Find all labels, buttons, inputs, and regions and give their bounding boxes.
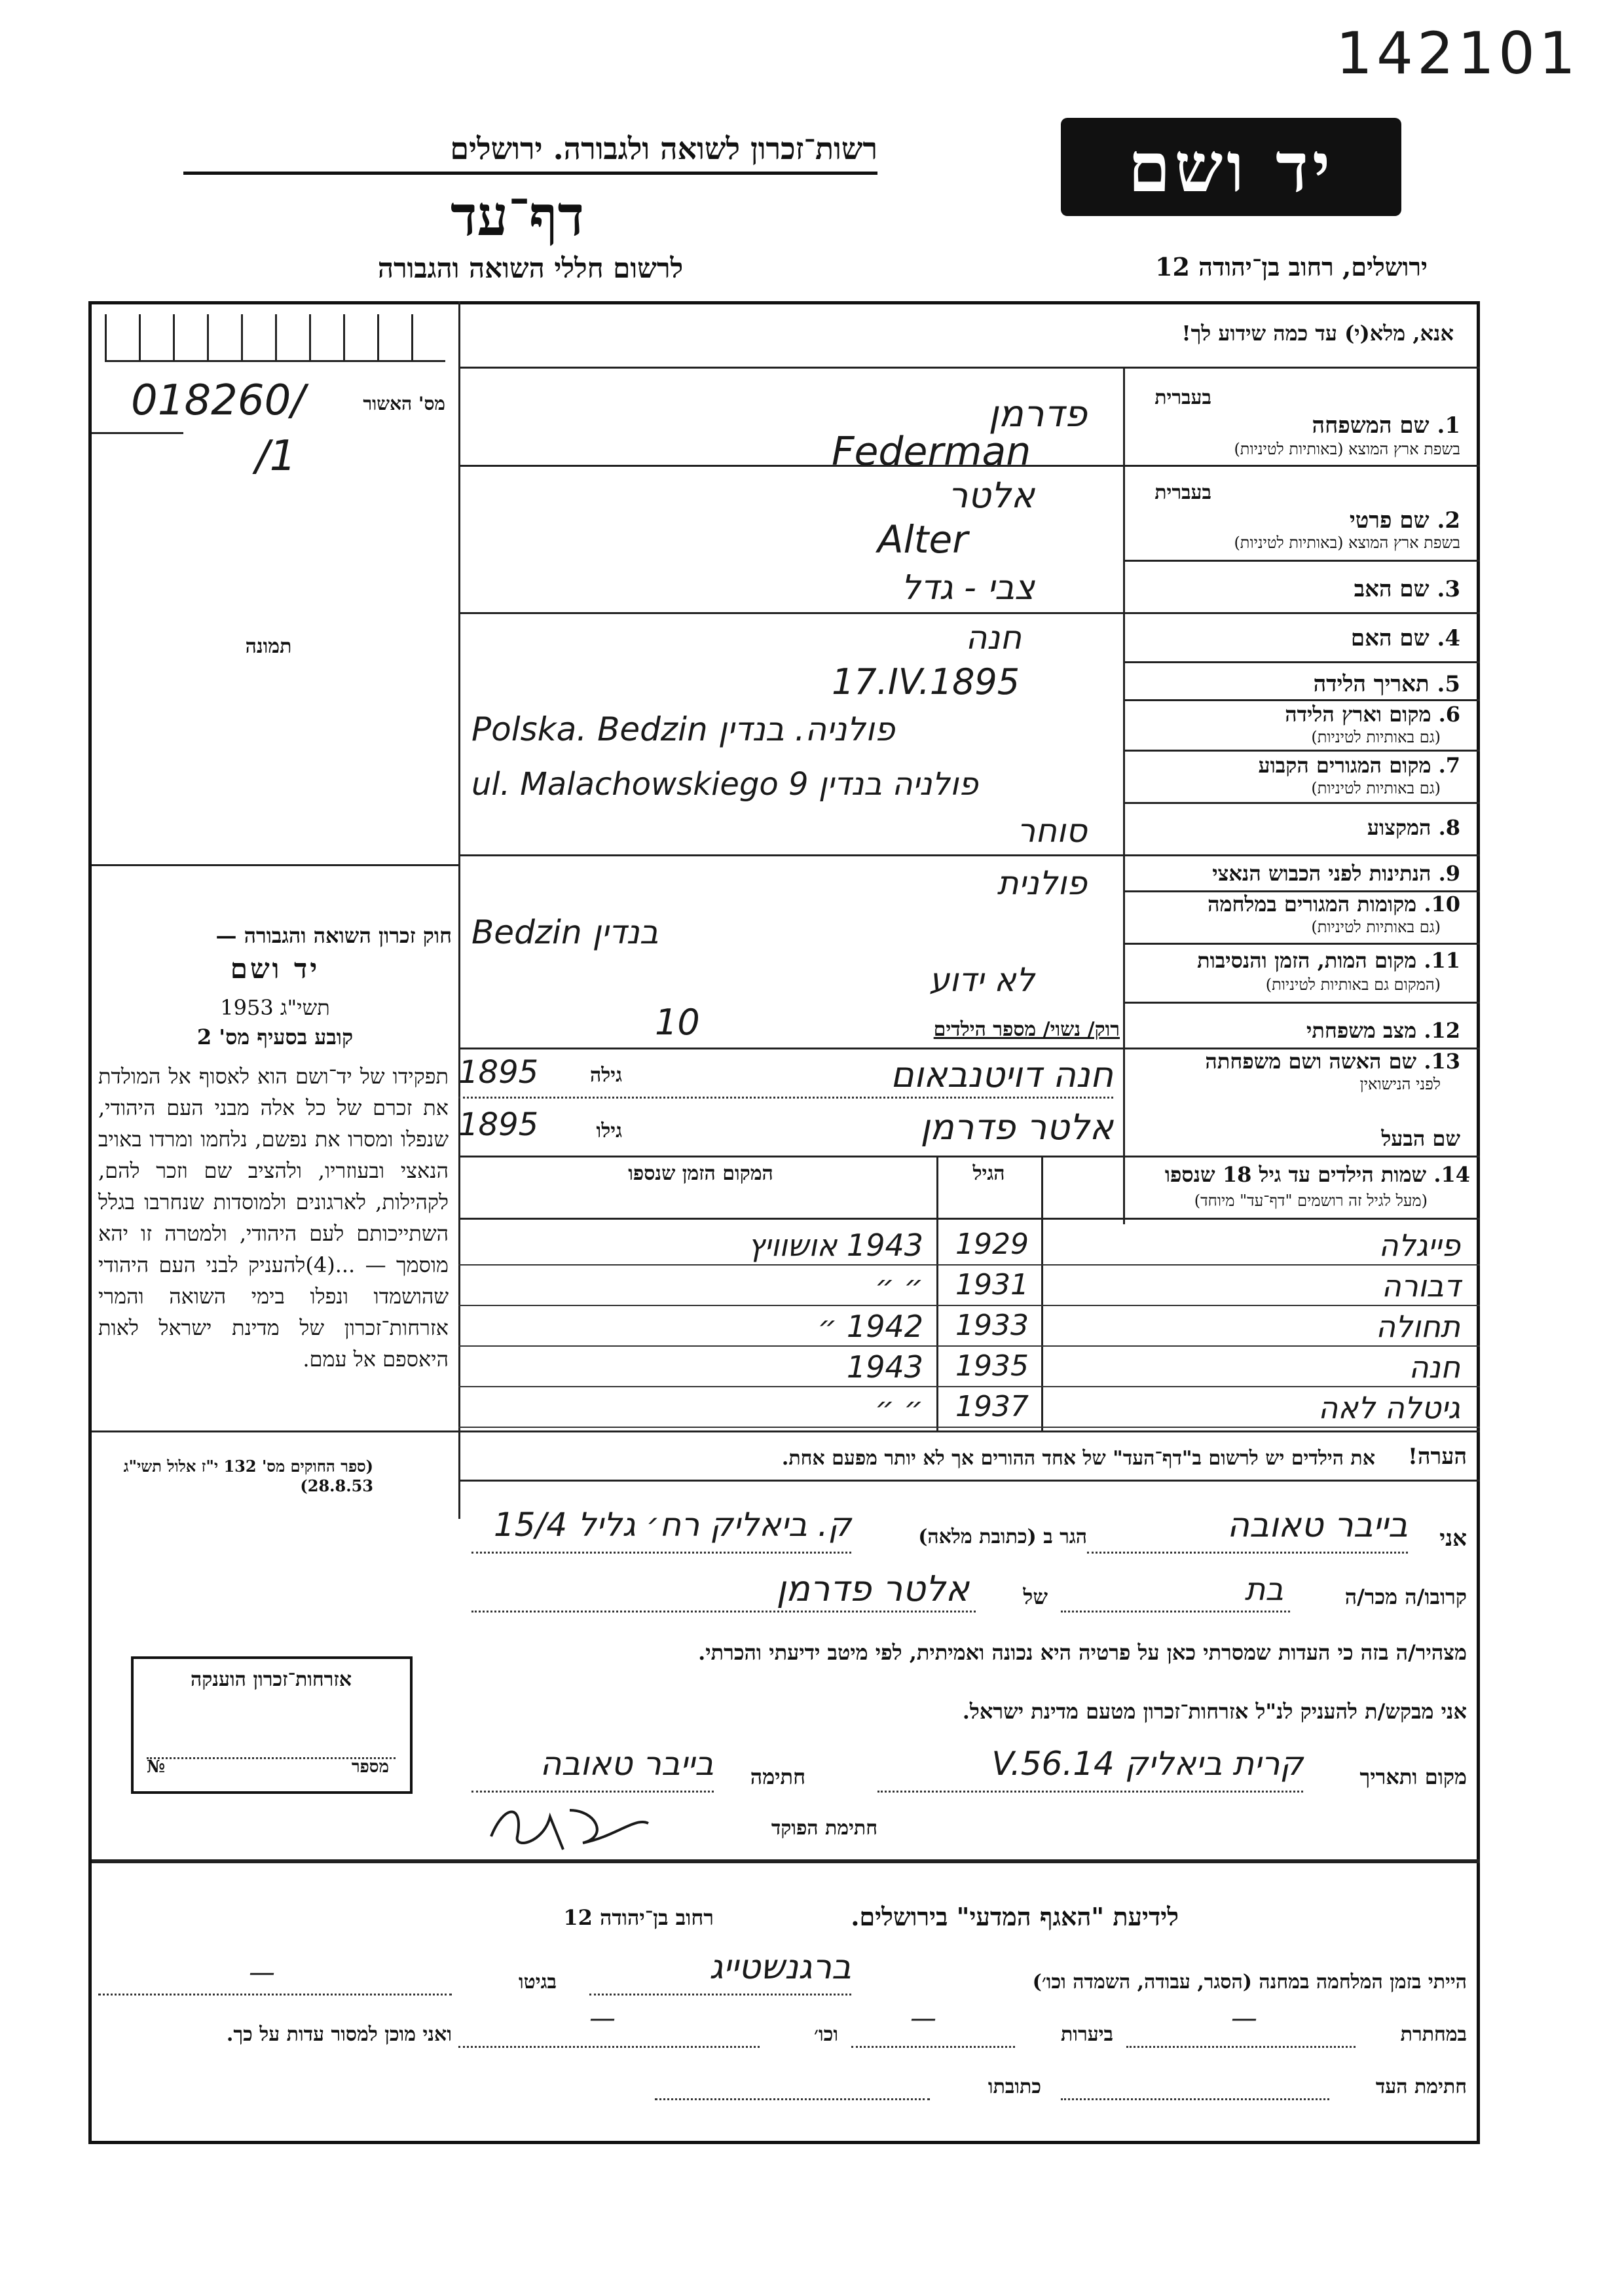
footer-underground-label: במחתרת (1400, 2023, 1467, 2046)
field-7-sub: (גם באותיות לטיניות) (1311, 779, 1441, 797)
field-9-value: פולנית (997, 864, 1087, 902)
marital-options: רוק/ נשוי/ מספר הילדים (933, 1018, 1120, 1041)
footer-ready-label: ואני מוכן למסור עדות על כך. (226, 2023, 452, 2046)
wife-age-value: 1895 (458, 1054, 539, 1091)
field-1-value-he: פדרמן (988, 393, 1087, 435)
field-2-name: שם פרטי (1349, 507, 1430, 534)
instruction: אנא, מלא(י) עד כמה שידוע לך! (1181, 321, 1454, 346)
field-12-label: 12. מצב משפחתי (1306, 1018, 1460, 1043)
field-8-label: 8. המקצוע (1367, 815, 1460, 840)
field-2-value-he: אלטר (948, 475, 1035, 516)
field-11-sub: (המקום גם באותיות לטיניות) (1265, 975, 1441, 994)
law-clause: קובע בסעיף מס' 2 (196, 1025, 354, 1049)
child-age: 1935 (955, 1349, 1029, 1383)
note-label: הערה! (1408, 1444, 1467, 1470)
field-8-value: סוחר (1017, 812, 1087, 850)
field-4-value: חנה (965, 619, 1022, 657)
header-address: ירושלים, רחוב בן־יהודה 12 (1155, 252, 1428, 282)
law-text: תפקידו של יד־ושם הוא לאסוף אל המולדת את זכרם של כל אלה מבני העם היהודי, שנפלו ומסרו את נפשם, נלחמו ומרדו באויב הנאצי ובעוזריו, ולהציב שם וזכר להם, לקהילות, לארגונים ולמוסדות שנחרבו בגלל השתייכותם לעם היהודי, ולמטרה זו יהא מוסמך — ...(4)להעניק לבני העם היהודי שהושמדו ונפלו בימי השואה והמרי אזרחות־זכרון של מדינת ישראל לאות היאספם אל עמם. (98, 1064, 449, 1372)
field-10-value: Bedzin בנדין (471, 913, 659, 951)
children-sub: (מעל לגיל זה רושמים "דף־עד" מיוחד) (1194, 1192, 1428, 1210)
footer-to-label: לידיעת "האגף המדעי" בירושלים. (851, 1902, 1179, 1931)
field-13-label: 13. שם האשה ושם משפחתה (1205, 1049, 1460, 1074)
in-hebrew-label-1: בעברית (1154, 386, 1211, 409)
footer-camp-label: הייתי בזמן המלחמה במחנה (הסגר, עבודה, השמדה וכו׳) (1032, 1971, 1467, 1994)
in-hebrew-label-2: בעברית (1154, 481, 1211, 504)
declarant-of-label: של (1023, 1584, 1048, 1609)
child-place: 1943 (846, 1349, 923, 1385)
declarant-i-label: אני (1439, 1525, 1467, 1552)
footer-witness-sig-label: חתימת העד (1375, 2075, 1467, 2098)
child-row-line (458, 1264, 1480, 1266)
husband-label: שם הבעל (1381, 1126, 1460, 1151)
field-9-label: 9. הנתינות לפני הכבוש הנאצי (1212, 861, 1460, 886)
photo-label: תמונה (245, 635, 292, 658)
child-row-line (458, 1427, 1480, 1428)
child-name: פייגלה (1378, 1228, 1460, 1263)
archive-number: 142101 (1336, 20, 1579, 87)
officer-signature (485, 1797, 655, 1856)
declarant-lives-value: ק. ביאליק רח׳ גליל 15/4 (493, 1506, 851, 1544)
footer-underground-value: — (1231, 2003, 1257, 2033)
footer-etc-label: וכו׳ (814, 2023, 838, 2046)
child-age: 1931 (955, 1268, 1029, 1302)
field-2-sub: בשפת ארץ המוצא (באותיות לטיניות) (1234, 534, 1460, 552)
field-1-value-latin: Federman (832, 429, 1031, 475)
place-date-label: מקום ותאריך (1359, 1764, 1467, 1789)
footer-ghetto-label: בגיטו (518, 1971, 557, 1994)
form-title: דף־עד (450, 183, 584, 248)
citizenship-request: אני מבקש/ת להעניק לנ"ל אזרחות־זכרון מטעם מדינת ישראל. (962, 1699, 1467, 1724)
husband-age-value: 1895 (458, 1106, 539, 1143)
signature-value: בייבר טאובה (540, 1745, 714, 1783)
field-2-value-latin: Alter (877, 517, 969, 562)
footer-to-address: רחוב בן־יהודה 12 (563, 1905, 714, 1930)
approval-value: 018260/ (131, 376, 305, 425)
husband-value: אלטר פדרמן (920, 1106, 1113, 1148)
field-4-label: 4. שם האם (1350, 625, 1460, 651)
child-row-line (458, 1386, 1480, 1387)
citizenship-number-sign: № (147, 1757, 166, 1777)
field-2-num: 2. (1437, 507, 1460, 534)
note-text: את הילדים יש לרשום ב"דף־העד" של אחד ההורים אך לא יותר מפעם אחת. (781, 1447, 1375, 1470)
child-age: 1929 (955, 1228, 1029, 1261)
approval-label: מס' האשור (363, 393, 445, 414)
law-title: חוק זכרון השואה והגבורה — (215, 923, 452, 948)
wife-age-label: גילה (589, 1064, 622, 1087)
child-age: 1937 (955, 1390, 1029, 1423)
field-2-label (1133, 507, 1460, 534)
children-place-col: המקום הזמן שנספו (628, 1162, 773, 1185)
child-name: תחולה (1375, 1309, 1460, 1344)
child-age: 1933 (955, 1309, 1029, 1342)
child-row-line (458, 1345, 1480, 1347)
footer-address-label: כתובתו (987, 2075, 1041, 2098)
citizenship-box (131, 1656, 413, 1794)
children-count: 10 (655, 1002, 700, 1043)
declarant-relative-label: קרובו/ה מכר/ה (1344, 1584, 1467, 1609)
field-1-num: 1. (1437, 412, 1460, 439)
logo-text: יד ושם (1128, 126, 1335, 208)
declarant-lives-label: הגר ב (כתובת מלאה) (918, 1525, 1087, 1548)
form-subtitle: לרשום חללי השואה והגבורה (377, 252, 684, 284)
field-3-value: צבי - גדל (901, 568, 1035, 608)
citizenship-number-label: מספר (351, 1757, 389, 1777)
place-date-value: קרית ביאליק 14.V.56 (991, 1745, 1303, 1783)
footer-forests-value: — (910, 2003, 936, 2033)
code-boxes (105, 314, 445, 362)
field-11-label: 11. מקום המות, הזמן והנסיבות (1197, 948, 1460, 973)
field-7-label: 7. מקום המגורים הקבוע (1258, 753, 1460, 778)
husband-age-label: גילו (596, 1120, 622, 1142)
field-10-label: 10. מקומות המגורים במלחמה (1208, 892, 1460, 917)
field-1-name: שם המשפחה (1312, 412, 1430, 439)
declarant-i-value: בייבר טאובה (1227, 1506, 1408, 1545)
law-year: תשי"ג 1953 (220, 995, 330, 1020)
footer-ghetto-value: — (249, 1958, 275, 1988)
citizenship-title: אזרחות־זכרון הוענקה (190, 1668, 352, 1691)
field-6-label: 6. מקום וארץ הלידה (1285, 702, 1460, 727)
child-name: דבורה (1381, 1268, 1460, 1303)
field-7-value: ul. Malachowskiego 9 פולניה בנדין (471, 766, 978, 803)
declaration: מצהיר/ה בזה כי העדות שמסרתי כאן על פרטיה היא נכונה ואמיתית, לפי מיטב ידיעתי והכרתי. (698, 1640, 1467, 1665)
field-6-value: Polska. Bedzin פולניה. בנדין (471, 710, 895, 748)
field-10-sub: (גם באותיות לטיניות) (1311, 918, 1441, 936)
child-place: ״ ״ (875, 1268, 923, 1303)
field-6-sub: (גם באותיות לטיניות) (1311, 728, 1441, 746)
child-name: גיטלה לאה (1318, 1390, 1460, 1425)
law-name: יד ושם (230, 953, 320, 985)
field-3-label: 3. שם האב (1354, 576, 1460, 602)
footer-forests-label: ביערות (1060, 2023, 1113, 2046)
children-title: 14. שמות הילדים עד גיל 18 שנספו (1164, 1162, 1470, 1187)
field-5-value: 17.IV.1895 (832, 661, 1020, 702)
law-ref: (ספר החוקים מס' 132 י"ז אלול תשי"ג 28.8.53) (123, 1457, 373, 1495)
field-13-sub: לפני הנישואין (1359, 1075, 1441, 1093)
wife-name: חנה דויטנבאום (890, 1054, 1113, 1095)
child-place: 1943 אושוויץ (748, 1228, 923, 1263)
signature-label: חתימה (750, 1764, 805, 1789)
field-1-label (1133, 412, 1460, 439)
approval-extra: /1 (255, 432, 297, 481)
field-1-sub: בשפת ארץ המוצא (באותיות לטיניות) (1234, 440, 1460, 458)
child-row-line (458, 1305, 1480, 1306)
child-place: ״ ״ (875, 1390, 923, 1425)
declarant-relative-value: בת (1244, 1571, 1283, 1608)
declarant-of-value: אלטר פדרמן (776, 1568, 969, 1609)
field-11-value: לא ידוע (929, 961, 1035, 999)
footer-etc-value: — (589, 2003, 616, 2033)
children-age-col: הגיל (972, 1162, 1005, 1185)
field-5-label: 5. תאריך הלידה (1313, 671, 1460, 697)
yad-vashem-logo (1061, 118, 1401, 216)
child-name: חנה (1409, 1349, 1460, 1385)
org-line: רשות־זכרון לשואה ולגבורה. ירושלים (183, 131, 877, 175)
child-place: 1942 ״ (817, 1309, 923, 1344)
officer-label: חתימת הפוקד (771, 1817, 877, 1840)
footer-camp-value: ברגנשטייג (709, 1948, 851, 1987)
